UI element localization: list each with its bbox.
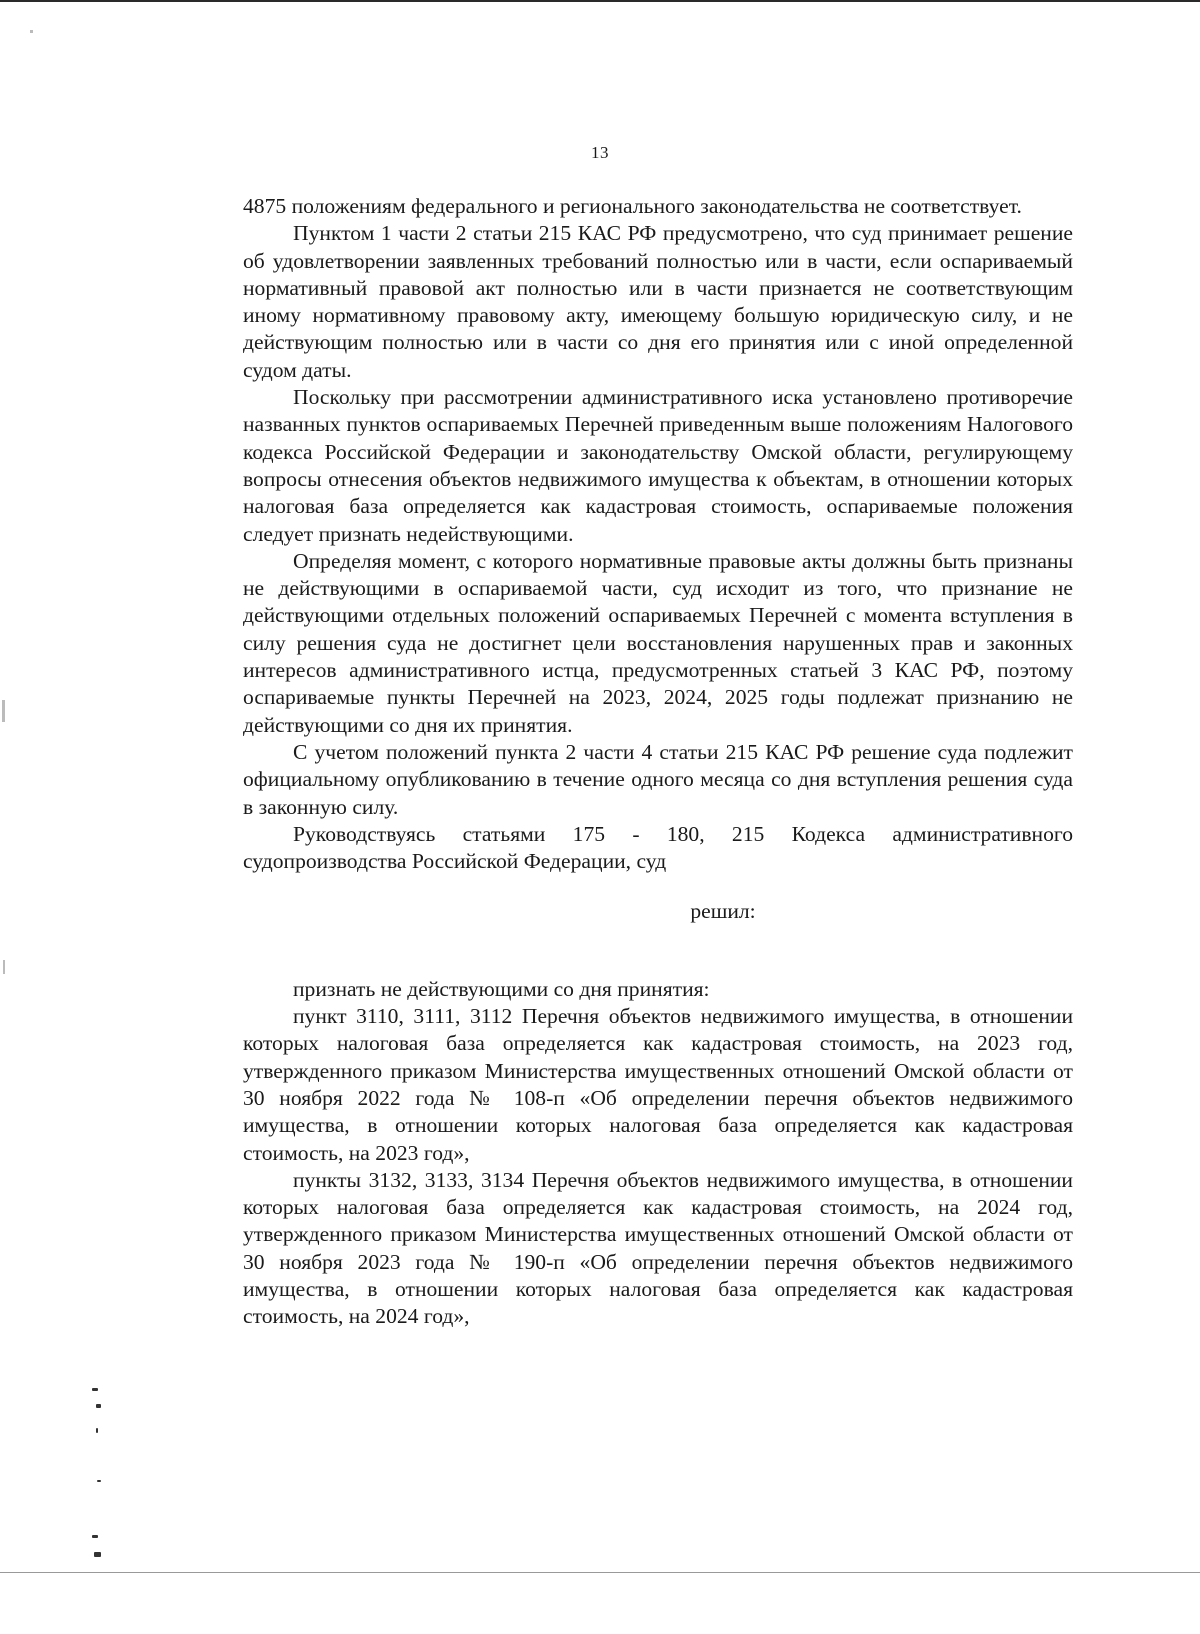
scan-edge-mark — [3, 960, 5, 974]
paragraph-continuation: 4875 положениям федерального и регионального законодательства не соответствует. — [243, 194, 1022, 218]
scan-border-top — [0, 0, 1200, 2]
scan-edge-mark — [30, 30, 33, 33]
paragraph-legal-basis: Пунктом 1 части 2 статьи 215 КАС РФ предусмотрено, что суд принимает решение об удовлетворении заявленных требований полностью или в части, если оспариваемый нормативный правовой акт полностью или в части признается не соответствующим иному нормативному правовому акту, имеющему большую юридическую силу, и не действующим полностью или в части со дня его принятия или с иной определенной судом даты. — [243, 221, 1073, 382]
paragraph-decision-intro: признать не действующими со дня принятия: — [293, 976, 710, 1001]
scan-speck — [96, 1428, 98, 1433]
paragraph-guided-by: Руководствуясь статьями 175 - 180, 215 Кодекса административного судопроизводства Российской Федерации, суд — [243, 821, 1073, 874]
paragraph-decision-item-2024: пункты 3132, 3133, 3134 Перечня объектов недвижимого имущества, в отношении которых налоговая база определяется как кадастровая стоимость, на 2024 год, утвержденного приказом Министерства имущественных отношений Омской области от 30 ноября 2023 года № 190-п «Об определении перечня объектов недвижимого имущества, в отношении которых налоговая база определяется как кадастровая стоимость, на 2024 год», — [243, 1167, 1073, 1329]
document-body — [243, 193, 1073, 1331]
scan-speck — [97, 1480, 101, 1482]
decision-heading: решил: — [690, 899, 756, 924]
paragraph-decision-item-2023: пункт 3110, 3111, 3112 Перечня объектов недвижимого имущества, в отношении которых налоговая база определяется как кадастровая стоимость, на 2023 год, утвержденного приказом Министерства имущественных отношений Омской области от 30 ноября 2022 года № 108-п «Об определении перечня объектов недвижимого имущества, в отношении которых налоговая база определяется как кадастровая стоимость, на 2023 год», — [243, 1004, 1073, 1165]
page-number: 13 — [591, 143, 609, 162]
scan-speck — [92, 1535, 98, 1538]
scan-speck — [92, 1388, 98, 1391]
scan-border-bottom — [0, 1572, 1200, 1573]
scan-speck — [96, 1404, 101, 1408]
scan-speck — [94, 1552, 101, 1557]
paragraph-effective-moment: Определяя момент, с которого нормативные правовые акты должны быть признаны не действующими в оспариваемой части, суд исходит из того, что признание не действующими отдельных положений оспариваемых Перечней с момента вступления в силу решения суда не достигнет цели восстановления нарушенных прав и законных интересов административного истца, предусмотренных статьей 3 КАС РФ, поэтому оспариваемые пункты Перечней на 2023, 2024, 2025 годы подлежат признанию не действующими со дня их принятия. — [243, 548, 1073, 737]
paragraph-publication: С учетом положений пункта 2 части 4 статьи 215 КАС РФ решение суда подлежит официальному опубликованию в течение одного месяца со дня вступления решения суда в законную силу. — [243, 739, 1073, 819]
paragraph-contradiction: Поскольку при рассмотрении административного иска установлено противоречие названных пунктов оспариваемых Перечней приведенным выше положениям Налогового кодекса Российской Федерации и законодательству Омской области, регулирующему вопросы отнесения объектов недвижимого имущества к объектам, в отношении которых налоговая база определяется как кадастровая стоимость, оспариваемые положения следует признать недействующими. — [243, 385, 1073, 546]
scan-edge-mark — [2, 700, 5, 722]
